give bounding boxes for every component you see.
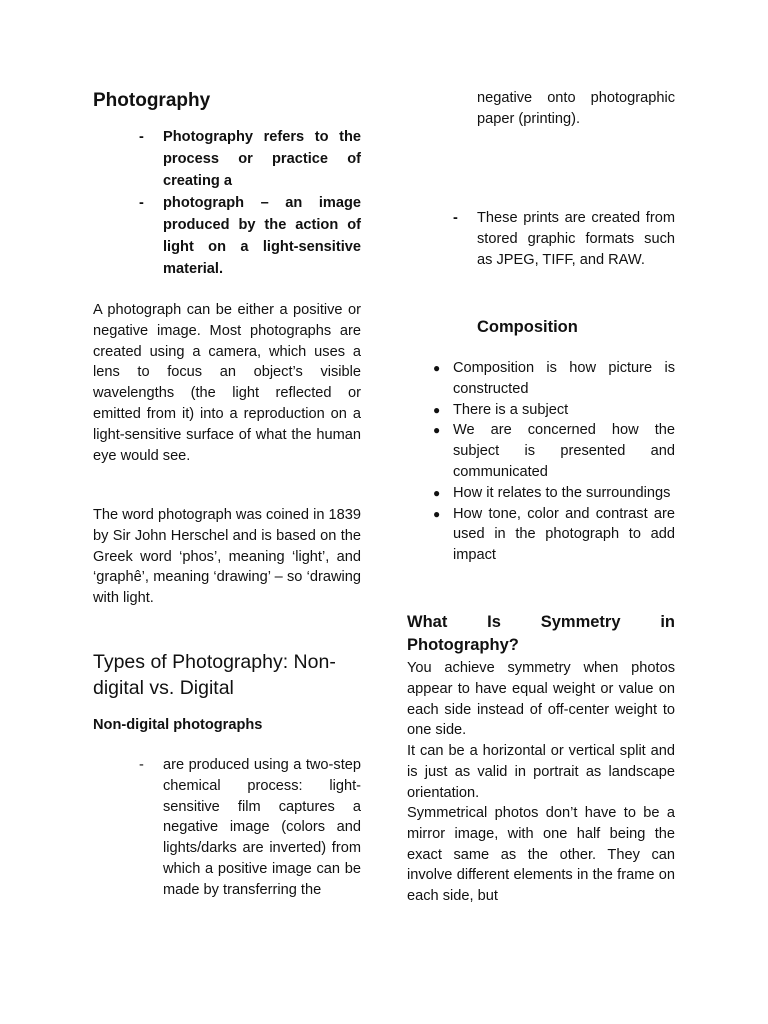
list-item	[433, 504, 675, 566]
list-item-text: How it relates to the surroundings	[453, 484, 671, 501]
symmetry-heading: What Is Symmetry in Photography?	[407, 613, 675, 654]
intro-list	[139, 126, 361, 280]
list-item-text: Composition is how picture is constructed	[453, 360, 675, 397]
symmetry-paragraph-3: Symmetrical photos don’t have to be a mirror image, with one half being the exact same as the other. They can involve different elements in the frame on each side, but	[407, 805, 675, 905]
list-item-text: We are concerned how the subject is presented and communicated	[453, 422, 675, 480]
intro-paragraph: A photograph can be either a positive or negative image. Most photographs are created using a camera, which uses a lens to focus an object’s visible wavelengths (the light reflected or emitted from it) into a reproduction on a light-sensitive surface of what the human eye would see.	[93, 302, 361, 464]
bullet-icon: ●	[433, 402, 441, 417]
nondigital-heading: Non-digital photographs	[93, 717, 263, 733]
list-item-text: are produced using a two-step chemical process: light-sensitive film captures a negative image (colors and lights/darks are inverted) from which a positive image can be made by transferring the	[163, 757, 361, 898]
symmetry-paragraph-2: It can be a horizontal or vertical split and is just as valid in portrait as landscape orientation.	[407, 743, 675, 801]
symmetry-paragraph-1: You achieve symmetry when photos appear to have equal weight or value on each side instead of off-center weight to one side.	[407, 660, 675, 739]
bullet-icon: ●	[433, 506, 441, 521]
dash-marker: -	[453, 210, 458, 226]
list-item-text: There is a subject	[453, 401, 569, 418]
list-item	[433, 483, 675, 504]
list-item	[453, 208, 675, 270]
continued-text: negative onto photographic paper (printing).	[477, 90, 675, 127]
prints-list	[453, 208, 675, 270]
list-item-text: How tone, color and contrast are used in the photograph to add impact	[453, 505, 675, 564]
dash-marker: -	[139, 195, 144, 211]
composition-list	[433, 358, 675, 566]
composition-heading: Composition	[477, 318, 578, 336]
list-item	[139, 192, 361, 280]
dash-marker: -	[139, 129, 144, 145]
dash-marker: -	[139, 757, 144, 773]
list-item	[139, 755, 361, 901]
nondigital-list	[139, 755, 361, 901]
bullet-icon: ●	[433, 485, 441, 500]
list-item	[433, 400, 675, 421]
bullet-icon: ●	[433, 361, 441, 375]
list-item	[433, 358, 675, 400]
list-item-text: Photography refers to the process or practice of creating a	[163, 129, 361, 189]
list-item-text: These prints are created from stored graphic formats such as JPEG, TIFF, and RAW.	[477, 210, 675, 268]
list-item	[139, 126, 361, 192]
page-title: Photography	[93, 90, 211, 111]
bullet-icon: ●	[433, 423, 441, 438]
list-item	[433, 420, 675, 482]
types-heading: Types of Photography: Non-digital vs. Digital	[93, 651, 336, 699]
list-item-text: photograph – an image produced by the action of light on a light-sensitive material.	[163, 195, 361, 277]
etymology-paragraph: The word photograph was coined in 1839 by Sir John Herschel and is based on the Greek word ‘phos’, meaning ‘light’, and ‘graphê’, meaning ‘drawing’ – so ‘drawing with light.	[93, 507, 361, 607]
